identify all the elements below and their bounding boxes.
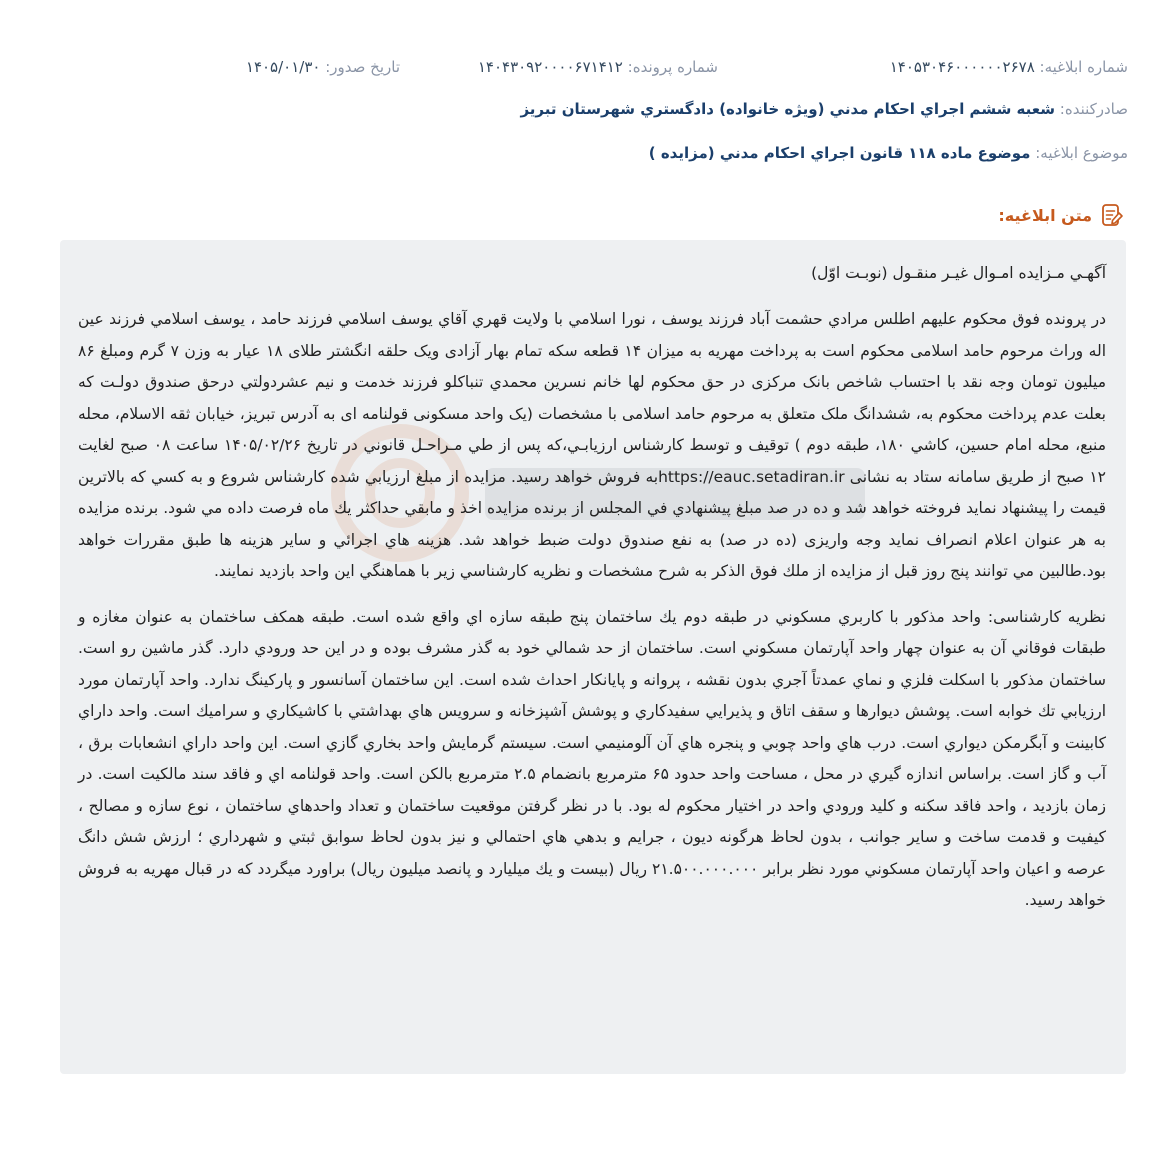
ad-heading: آگهـي مـزايده امـوال غيـر منقـول (نوبـت اوّل) (811, 264, 1106, 282)
notice-number-label: شماره ابلاغیه: (1039, 58, 1128, 76)
notice-text-box (60, 240, 1126, 1074)
issue-date-value: ۱۴۰۵/۰۱/۳۰ (245, 58, 321, 76)
document-pen-icon (1100, 202, 1124, 228)
notice-number (890, 58, 1128, 76)
issue-date-label: تاریخ صدور: (325, 58, 400, 76)
notice-paragraph-2: نظريه كارشناسی: واحد مذكور با كاربري مسكوني در طبقه دوم يك ساختمان پنج طبقه سازه اي واقع شده است. طبقه همكف ساختمان به عنوان مغازه و طبقات فوقاني آن به عنوان چهار واحد آپارتمان مسكوني است. ساختمان از حد شمالي خود به گذر مشرف بوده و در اين حد ورودي دارد. گذر ماشين رو است. ساختمان مذكور با اسكلت فلزي و نماي عمدتاً آجري بدون نقشه ، پروانه و پايانكار احداث شده است. اين ساختمان آسانسور و پاركينگ ندارد. واحد آپارتمان مورد ارزيابي تك خوابه است. پوشش ديوارها و سقف اتاق و پذيرايي سفيدكاري و پوشش آشپزخانه و سرويس هاي بهداشتي با كاشيكاري و سراميك است. واحد داراي كابينت و آبگرمكن ديواري است. درب هاي واحد چوبي و پنجره هاي آن آلومنيمي است. سيستم گرمايش واحد بخاري گازي است. اين واحد داراي انشعابات برق ، آب و گاز است. براساس اندازه گيري در محل ، مساحت واحد حدود ۶۵ مترمربع بانضمام ۲.۵ مترمربع بالكن است. واحد قولنامه اي و فاقد سند مالكيت است. در زمان بازديد ، واحد فاقد سكنه و كليد ورودي واحد در اختيار محكوم له بود. با در نظر گرفتن موقعيت ساختمان و تعداد واحدهاي ساختمان ، نوع سازه و مصالح ، كيفيت و قدمت ساخت و ساير جوانب ، بدون لحاظ هرگونه ديون ، جرايم و بدهي هاي احتمالي و نيز بدون لحاظ سوابق ثبتي و شهرداري ؛ ارزش شش دانگ عرصه و اعيان واحد آپارتمان مسكوني مورد نظر برابر ۲۱.۵۰۰.۰۰۰.۰۰۰ ريال (بيست و يك ميليارد و پانصد ميليون ريال) براورد ميگردد كه در قبال مهريه به فروش خواهد رسيد. (78, 607, 1107, 909)
subject-row (46, 144, 1128, 162)
issuer-value: شعبه ششم اجراي احكام مدني (ويژه خانواده) دادگستري شهرستان تبريز (520, 100, 1055, 118)
subject-label: موضوع ابلاغیه: (1035, 144, 1128, 162)
file-number-label: شماره پرونده: (627, 58, 718, 76)
file-number (478, 58, 718, 76)
notice-paragraph-1: در پرونده فوق محكوم عليهم اطلس مرادي حشمت آباد فرزند يوسف ، نورا اسلامي با ولايت قهري آقاي يوسف اسلامي فرزند حامد ، يوسف اسلامي فرزند عين اله وراث مرحوم حامد اسلامی محكوم است به پرداخت مهريه به ميزان ۱۴ قطعه سكه تمام بهار آزادی ويک حلقه انگشتر طلای ۱۸ عيار به وزن ۷ گرم ومبلغ ۸۶ ميليون تومان وجه نقد با احتساب شاخص بانک مرکزی در حق محكوم لها خانم نسرين محمدي تنباكلو فرزند خدمت و نيم عشردولتي درحق صندوق دولـت كه بعلت عدم پرداخت محكوم به، ششدانگ ملک متعلق به مرحوم حامد اسلامی با مشخصات (يک واحد مسکونی قولنامه ای به آدرس تبريز، خيابان ثقه الاسلام، محله منبع، محله امام حسين، كاشي ۱۸۰، طبقه دوم ) توقيف و توسط كارشناس ارزيابـي،كه پس از طي مـراحـل قانوني در تاريخ ۱۴۰۵/۰۲/۲۶ ساعت ۰۸ صبح لغايت ۱۲ صبح از طريق سامانه ستاد به نشانی https://eauc.setadiran.irبه فروش خواهد رسيد. مزايده از مبلغ ارزيابي شده كارشناس شروع و به كسي كه بالاترين قيمت را پيشنهاد نمايد فروخته خواهد شد و ده در صد مبلغ پيشنهادي في المجلس از برنده مزايده اخذ و مابقي حداكثر يك ماه فرصت داده مي شود. برنده مزايده به هر عنوان اعلام انصراف نمايد وجه واريزی (ده در صد) به نفع صندوق دولت ضبط خواهد شد. هزينه هاي اجرائي و ساير هزينه ها طبق مقررات خواهد بود.طالبين مي توانند پنج روز قبل از مزايده از ملك فوق الذكر به شرح مشخصات و نظريه كارشناسي زير با هماهنگي اين واحد بازديد نمايند. (78, 310, 1107, 580)
file-number-value: ۱۴۰۴۳۰۹۲۰۰۰۰۶۷۱۴۱۲ (477, 58, 623, 76)
issuer-row (46, 100, 1128, 118)
notice-text-title: متن ابلاغیه: (998, 205, 1092, 225)
issue-date (246, 58, 400, 76)
notice-meta-row (46, 58, 1128, 80)
notice-text-header (998, 201, 1124, 229)
issuer-label: صادرکننده: (1059, 100, 1128, 118)
notice-number-value: ۱۴۰۵۳۰۴۶۰۰۰۰۰۰۲۶۷۸ (889, 58, 1035, 76)
subject-value: موضوع ماده ۱۱۸ قانون اجراي احكام مدني (مزايده ) (648, 144, 1031, 162)
